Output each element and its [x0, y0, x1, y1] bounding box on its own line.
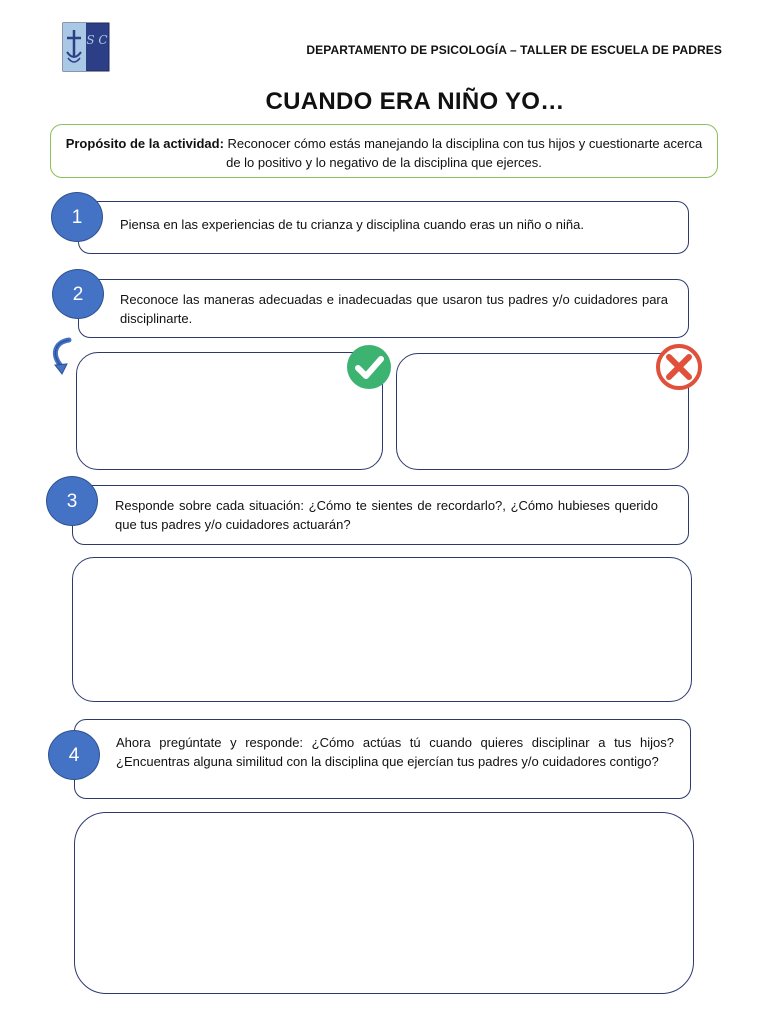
step-4-text: Ahora pregúntate y responde: ¿Cómo actúas tú cuando quieres disciplinar a tus hijos? ¿Encuentras alguna similitud con la disciplina que ejercían tus padres y/o cuidadores contigo?: [116, 735, 674, 769]
purpose-box: [50, 124, 718, 178]
department-header: DEPARTAMENTO DE PSICOLOGÍA – TALLER DE ESCUELA DE PADRES: [306, 43, 722, 57]
step-1-text: Piensa en las experiencias de tu crianza y disciplina cuando eras un niño o niña.: [120, 217, 584, 232]
curved-arrow-icon: [47, 336, 75, 381]
school-logo: [62, 22, 110, 72]
step-3-number: 3: [46, 476, 98, 526]
purpose-text: Reconocer cómo estás manejando la disciplina con tus hijos y cuestionarte acerca de lo positivo y lo negativo de la disciplina que ejerces.: [226, 136, 703, 170]
step-3-text: Responde sobre cada situación: ¿Cómo te sientes de recordarlo?, ¿Cómo hubieses querido que tus padres y/o cuidadores actuarán?: [115, 498, 658, 532]
step-4-box: [74, 719, 691, 799]
purpose-label: Propósito de la actividad:: [65, 136, 224, 151]
logo-letters: S C: [86, 33, 108, 47]
step-4-number: 4: [48, 730, 100, 780]
step-4-answer-box[interactable]: [74, 812, 694, 994]
step-3-answer-box[interactable]: [72, 557, 692, 702]
good-discipline-box[interactable]: [76, 352, 383, 470]
check-circle-icon: [346, 344, 392, 395]
x-circle-icon: [655, 343, 703, 396]
step-2-number: 2: [52, 269, 104, 319]
bad-discipline-box[interactable]: [396, 353, 689, 470]
step-3-box: [72, 485, 689, 545]
step-1-number: 1: [51, 192, 103, 242]
page-title: CUANDO ERA NIÑO YO…: [265, 88, 565, 115]
step-2-box: [78, 279, 689, 338]
step-2-text: Reconoce las maneras adecuadas e inadecuadas que usaron tus padres y/o cuidadores para disciplinarte.: [120, 292, 668, 326]
step-1-box: [78, 201, 689, 254]
